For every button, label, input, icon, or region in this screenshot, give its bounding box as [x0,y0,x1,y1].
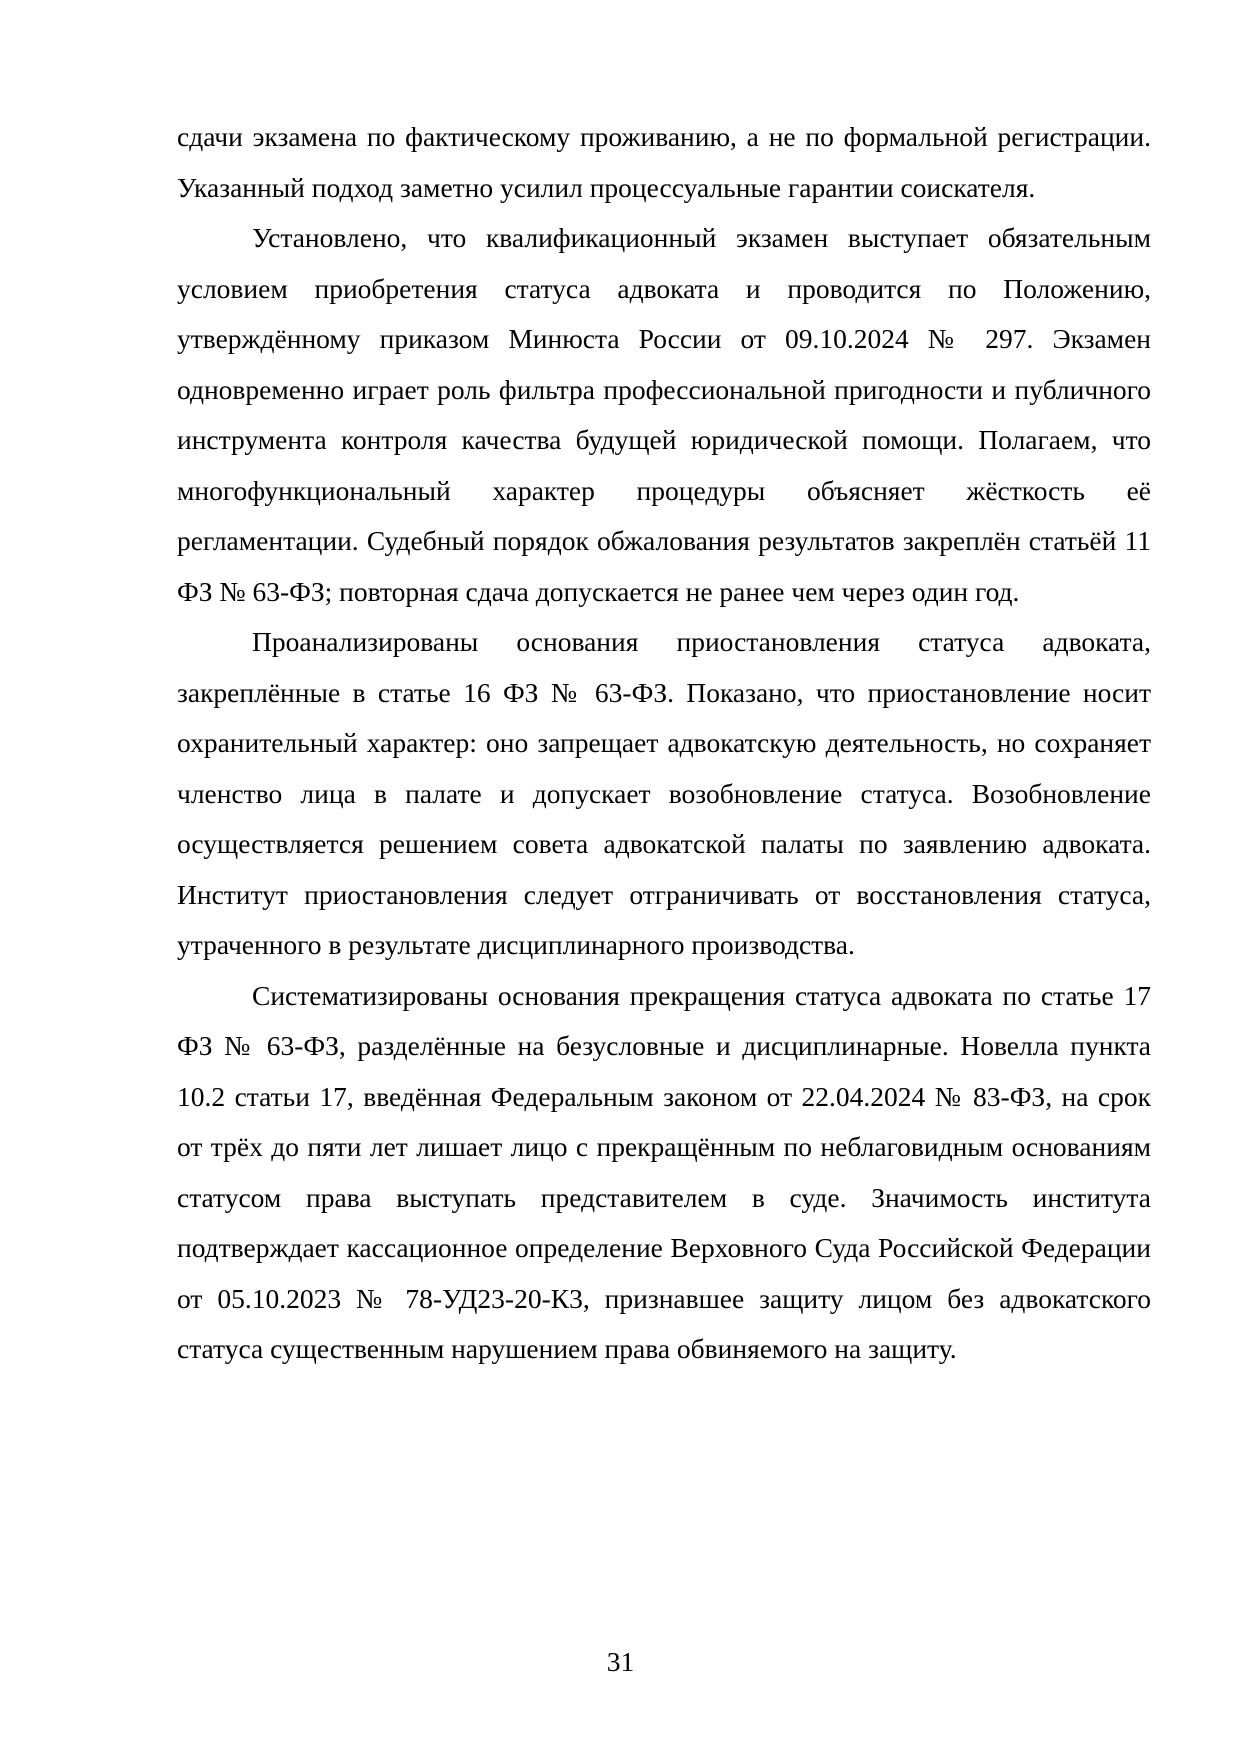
body-text [177,112,1151,1375]
paragraph-status-suspension: Проанализированы основания приостановления статуса адвоката, закреплённые в статье 16 ФЗ № 63-ФЗ. Показано, что приостановление носит охранительный характер: оно запрещает адвокатскую деятельность, но сохраняет членство лица в палате и допускает возобновление статуса. Возобновление осуществляется решением совета адвокатской палаты по заявлению адвоката. Институт приостановления следует отграничивать от восстановления статуса, утраченного в результате дисциплинарного производства. [177,626,1151,960]
paragraph-qualification-exam: Установлено, что квалификационный экзамен выступает обязательным условием приобретения статуса адвоката и проводится по Положению, утверждённому приказом Минюста России от 09.10.2024 № 297. Экзамен одновременно играет роль фильтра профессиональной пригодности и публичного инструмента контроля качества будущей юридической помощи. Полагаем, что многофункциональный характер процедуры объясняет жёсткость её регламентации. Судебный порядок обжалования результатов закреплён статьёй 11 ФЗ № 63-ФЗ; повторная сдача допускается не ранее чем через один год. [177,222,1151,607]
paragraph-continuation: сдачи экзамена по фактическому проживанию, а не по формальной регистрации. Указанный подход заметно усилил процессуальные гарантии соискателя. [177,121,1151,203]
paragraph-status-termination: Систематизированы основания прекращения статуса адвоката по статье 17 ФЗ № 63-ФЗ, разделённые на безусловные и дисциплинарные. Новелла пункта 10.2 статьи 17, введённая Федеральным законом от 22.04.2024 № 83-ФЗ, на срок от трёх до пяти лет лишает лицо с прекращённым по неблаговидным основаниям статусом права выступать представителем в суде. Значимость института подтверждает кассационное определение Верховного Суда Российской Федерации от 05.10.2023 № 78-УД23-20-К3, признавшее защиту лицом без адвокатского статуса существенным нарушением права обвиняемого на защиту. [177,979,1151,1364]
page-number: 31 [606,1646,635,1677]
